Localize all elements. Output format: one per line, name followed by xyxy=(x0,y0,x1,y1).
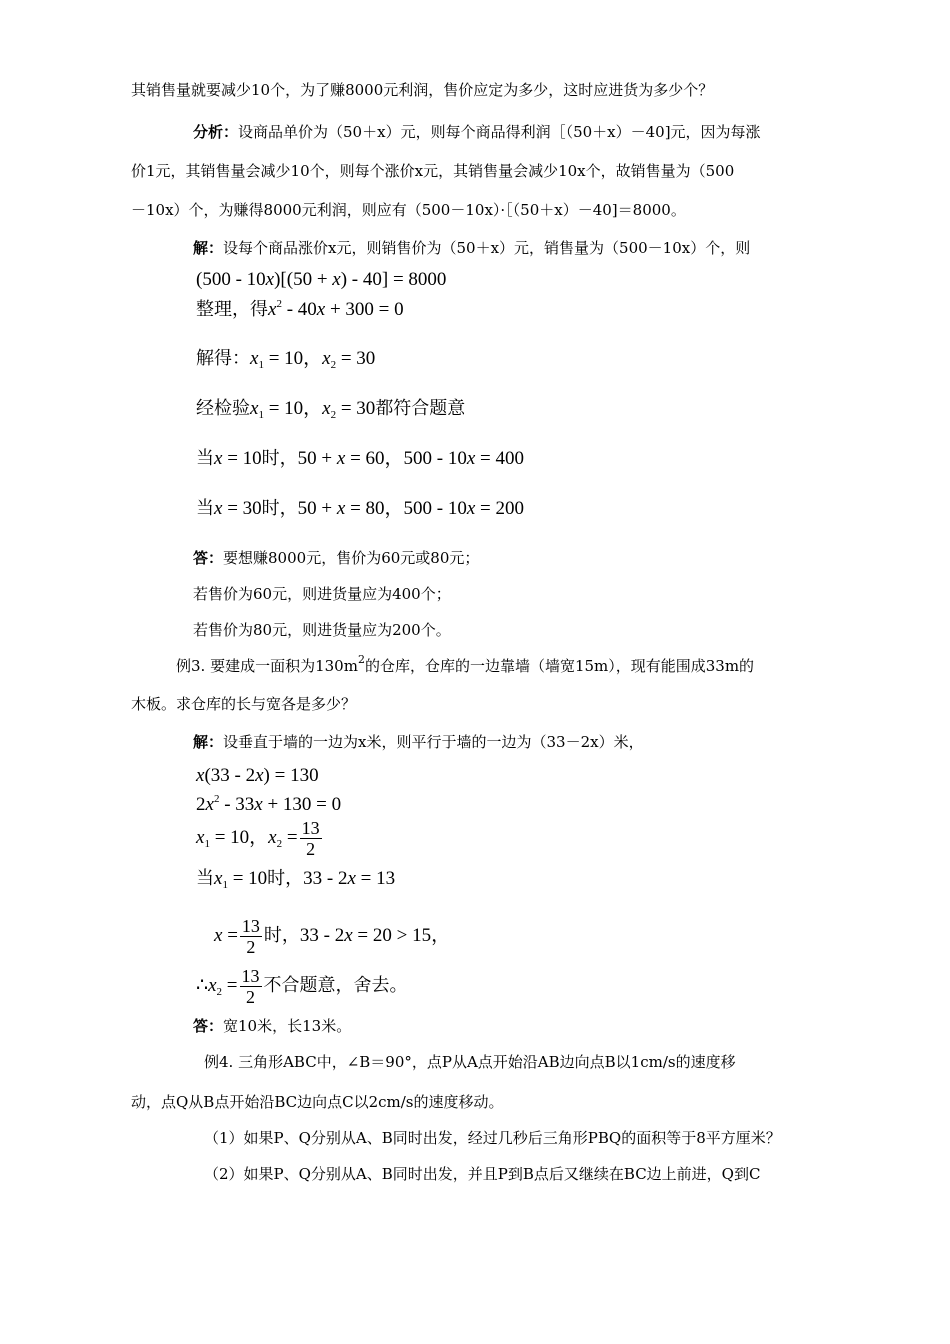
solution-paragraph xyxy=(193,732,644,752)
answer-paragraph xyxy=(193,1016,351,1036)
solution-label: 解： xyxy=(193,733,224,751)
equation: x = $\frac{13}{2}$ 时，33 - 2x = 20 > 15， xyxy=(214,916,451,957)
equation: 经检验$x_1 = 10$，$x_2 = 30$都符合题意 xyxy=(196,398,466,421)
answer-paragraph xyxy=(193,548,479,568)
question-2: （2）如果P、Q分别从A、B同时出发，并且P到B点后又继续在BC边上前进，Q到C xyxy=(204,1165,761,1183)
equation: x(33 - 2x) = 130 xyxy=(196,765,319,786)
text-line: 设商品单价为（50＋x）元，则每个商品得利润［（50＋x）－40]元，因为每涨 xyxy=(238,123,761,141)
analysis-label: 分析： xyxy=(193,123,239,141)
equation: $x_1 = 10$，$x_2$ = $\frac{13}{2}$ xyxy=(196,818,320,859)
equation: 当x = 30时，50 + x = 80，500 - 10x = 200 xyxy=(196,498,525,519)
text-line: 设垂直于墙的一边为x米，则平行于墙的一边为（33－2x）米， xyxy=(223,733,644,751)
analysis-paragraph xyxy=(193,122,761,142)
text-line: 若售价为80元，则进货量应为200个。 xyxy=(193,621,451,639)
text-line: 若售价为60元，则进货量应为400个； xyxy=(193,585,451,603)
text-line: 动，点Q从B点开始沿BC边向点C以2cm/s的速度移动。 xyxy=(131,1093,504,1111)
solution-paragraph xyxy=(193,238,750,258)
answer-label: 答： xyxy=(193,1017,224,1035)
text-line: 价1元，其销售量会减少10个，则每个涨价x元，其销售量会减少10x个，故销售量为（500 xyxy=(131,162,735,180)
equation: 解得：$x_1 = 10$，$x_2 = 30$ xyxy=(196,348,376,371)
text-line: －10x）个，为赚得8000元利润，则应有（500－10x）·［（50＋x）－40]＝8000。 xyxy=(131,201,686,219)
text-line: 要想赚8000元，售价为60元或80元； xyxy=(223,549,480,567)
text-line: 设每个商品涨价x元，则销售价为（50＋x）元，销售量为（500－10x）个，则 xyxy=(223,239,751,257)
equation: 当$x_1 = 10$时，33 - 2x = 13 xyxy=(196,868,396,891)
text-line: 木板。求仓库的长与宽各是多少？ xyxy=(131,695,357,713)
question-1: （1）如果P、Q分别从A、B同时出发，经过几秒后三角形PBQ的面积等于8平方厘米？ xyxy=(204,1129,781,1147)
example-3-heading: 例3. 要建成一面积为$130m^2$的仓库，仓库的一边靠墙（墙宽15m），现有能围成33m的 xyxy=(176,653,755,675)
equation: 当x = 10时，50 + x = 60，500 - 10x = 400 xyxy=(196,448,525,469)
equation: $\therefore x_2$ = $\frac{13}{2}$ 不合题意，舍去。 xyxy=(196,966,408,1007)
equation: (500 - 10x)[(50 + x) - 40] = 8000 xyxy=(196,269,447,290)
text-line: 其销售量就要减少10个，为了赚8000元利润，售价应定为多少，这时应进货为多少个？ xyxy=(131,81,714,99)
text-line: 宽10米，长13米。 xyxy=(223,1017,352,1035)
example-4-heading: 例4. 三角形ABC中，∠B＝90°，点P从A点开始沿AB边向点B以1cm/s的速度移 xyxy=(204,1053,736,1071)
answer-label: 答： xyxy=(193,549,224,567)
solution-label: 解： xyxy=(193,239,224,257)
equation: $2x^2 - 33x + 130 = 0$ xyxy=(196,793,342,815)
equation: 整理，得$x^2 - 40x + 300 = 0$ xyxy=(196,298,404,320)
